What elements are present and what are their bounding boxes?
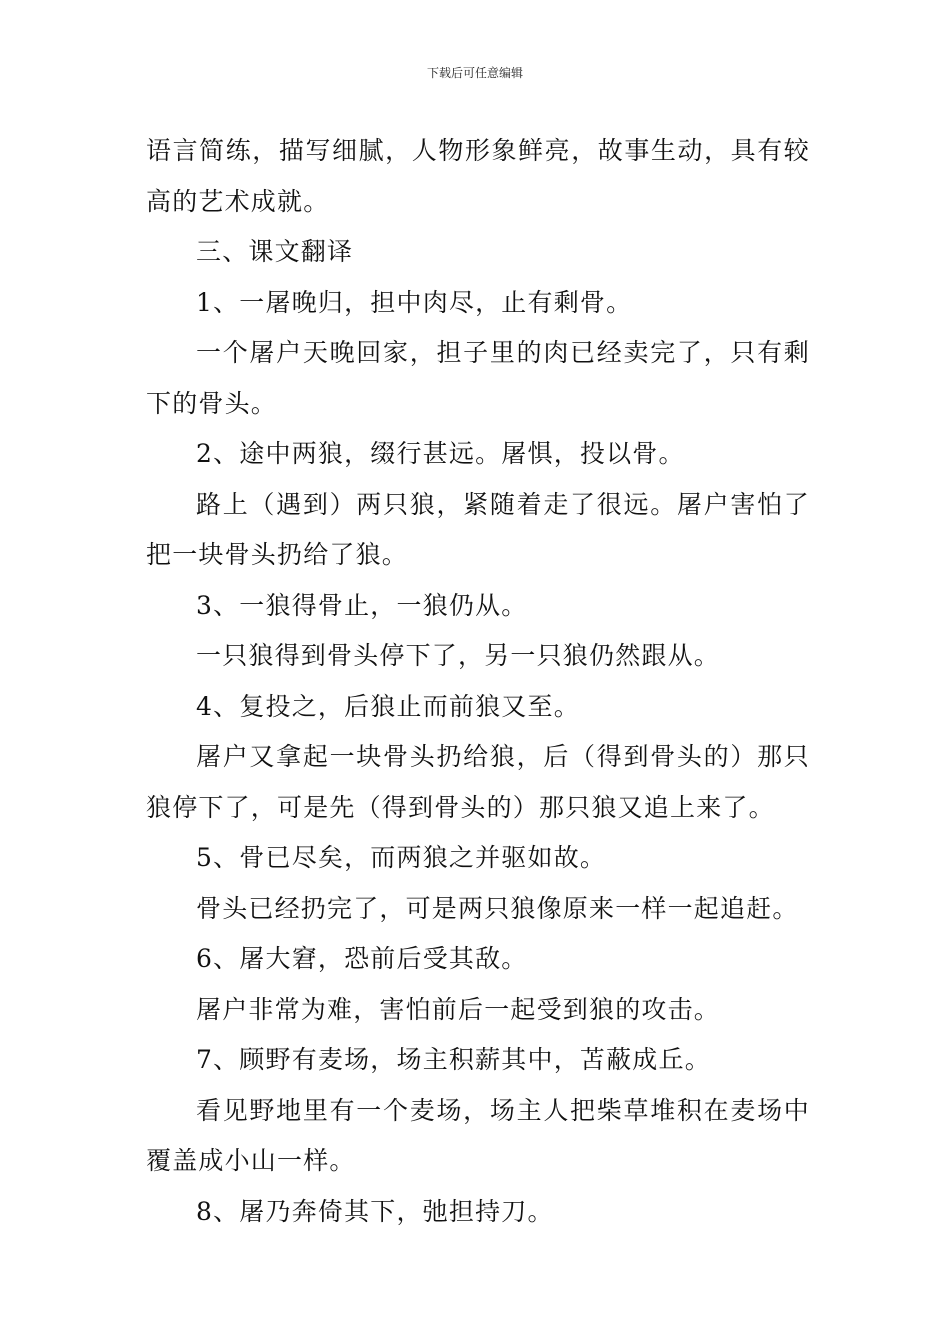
- original-sentence-2: 2、途中两狼，缀行甚远。屠惧，投以骨。: [196, 439, 685, 468]
- paragraph-1: 语言简练，描写细腻，人物形象鲜亮，故事生动，具有较高的艺术成就。: [146, 136, 810, 216]
- original-sentence-5: 5、骨已尽矣，而两狼之并驱如故。: [196, 843, 607, 872]
- translation-3: 一只狼得到骨头停下了，另一只狼仍然跟从。: [196, 641, 721, 670]
- translation-1: 一个屠户天晚回家，担子里的肉已经卖完了，只有剩下的骨头。: [146, 338, 810, 418]
- original-sentence-4: 4、复投之，后狼止而前狼又至。: [196, 691, 580, 721]
- translation-5: 骨头已经扔完了，可是两只狼像原来一样一起追赶。: [196, 893, 799, 923]
- original-sentence-8: 8、屠乃奔倚其下，弛担持刀。: [196, 1196, 554, 1226]
- original-sentence-1: 1、一屠晚归，担中肉尽，止有剩骨。: [196, 287, 633, 317]
- original-sentence-7: 7、顾野有麦场，场主积薪其中，苫蔽成丘。: [196, 1045, 711, 1074]
- original-sentence-3: 3、一狼得骨止，一狼仍从。: [196, 590, 528, 620]
- original-sentence-6: 6、屠大窘，恐前后受其敌。: [196, 944, 528, 973]
- section-heading: 三、课文翻译: [196, 237, 354, 266]
- translation-4: 屠户又拿起一块骨头扔给狼，后（得到骨头的）那只狼停下了，可是先（得到骨头的）那只狼又追上来了。: [146, 742, 810, 822]
- document-body: [146, 126, 810, 1237]
- translation-6: 屠户非常为难，害怕前后一起受到狼的攻击。: [196, 994, 721, 1024]
- translation-7: 看见野地里有一个麦场，场主人把柴草堆积在麦场中覆盖成小山一样。: [146, 1095, 810, 1175]
- page-header: 下载后可任意编辑: [426, 66, 523, 80]
- translation-2: 路上（遇到）两只狼，紧随着走了很远。屠户害怕了把一块骨头扔给了狼。: [146, 489, 810, 569]
